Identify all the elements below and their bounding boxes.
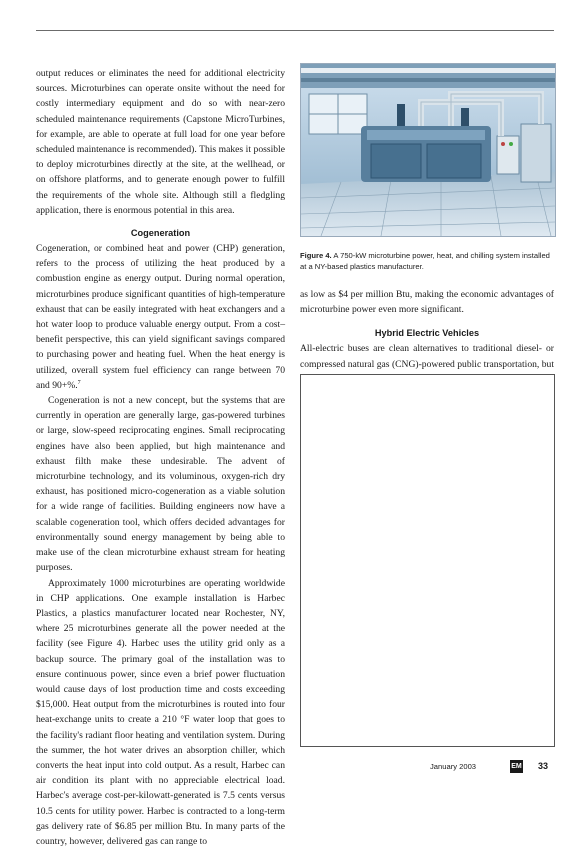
right-column — [300, 287, 554, 387]
paragraph-cogeneration-text: Cogeneration, or combined heat and power (CHP) generation, refers to the process of utilizing the heat produced by a combustion engine as energy output. During normal operation, microturbines produce significant quantities of high-temperature exhaust that can be easily integrated with heat exchangers and a hot water loop to produce valuable energy output. From a cost–benefit perspective, this can yield significant savings compared to purchasing power and heating fuel. When the heat energy is utilized, overall system fuel efficiency can range between 70 and 90+%. — [36, 243, 285, 391]
page-footer — [430, 760, 554, 774]
paragraph-hybrid-intro: All-electric buses are clean alternatives to traditional diesel- or compressed natural gas (CNG)-powered public transportation, but — [300, 341, 554, 387]
paragraph-intro: output reduces or eliminates the need for additional electricity sources. Microturbines can operate onsite without the need for costly intermediary equipment and do so with near-zero scheduled maintenance requirements (Capstone MicroTurbines, for example, are able to operate at full load for one year before scheduled maintenance is recommended). This makes it possible to deploy microturbines directly at the site, at the wellhead, or on offshore platforms, and to generate enough power to fulfill the requirements of the whole site. Although still a fledgling application, there is enormous potential in this area. — [36, 66, 285, 218]
paragraph-harbec-example: Approximately 1000 microturbines are operating worldwide in CHP applications. One example installation is Harbec Plastics, a plastics manufacturer located near Rochester, NY, where 25 microturbines generate all the power needed at the facility (see Figure 4). Harbec uses the utility grid only as a backup source. The primary goal of the installation was to ensure continuous power, since even a brief power fluctuation would cause days of lost production time and costs exceeding $15,000. Heat output from the microturbines is routed into four heat-exchange units to create a 210 °F water loop that goes to the facility's radiant floor heating and ventilation system. During the summer, the hot water drives an absorption chiller, which converts the heat input into cold output. As a result, Harbec can air condition its plant with no appreciable electrical load. Harbec's average cost-per-kilowatt-generated is 7.5 cents versus 10.5 cents for utility power. Harbec is contracted to a long-term gas delivery rate of $6.85 per million Btu. In many parts of the country, however, delivered gas can range to — [36, 576, 285, 849]
page-number: 33 — [538, 761, 548, 771]
reference-superscript: 7 — [78, 380, 81, 386]
heading-hybrid-electric-vehicles: Hybrid Electric Vehicles — [300, 327, 554, 340]
paragraph-cogeneration-definition — [36, 241, 285, 393]
figure-caption-text: A 750-kW microturbine power, heat, and chilling system installed at a NY-based plastics manufacturer. — [300, 251, 550, 271]
footer-date: January 2003 — [430, 762, 476, 771]
microturbine-room-image — [301, 64, 555, 236]
magazine-logo-icon: EM — [510, 760, 523, 773]
top-rule — [36, 30, 554, 31]
figure-caption — [300, 250, 554, 272]
figure-label: Figure 4. — [300, 251, 332, 260]
left-column — [36, 66, 285, 849]
figure-photo — [300, 63, 556, 237]
heading-cogeneration: Cogeneration — [36, 227, 285, 240]
empty-sidebar-box — [300, 374, 555, 747]
paragraph-cogeneration-concept: Cogeneration is not a new concept, but the systems that are currently in operation are generally large, gas-powered turbines or large, slow-speed reciprocating engines. Small reciprocating engines have also been applied, but high maintenance and exhaust filth make these undesirable. The advent of microturbine technology, and its voluminous, oxygen-rich dry exhaust, has positioned micro-cogeneration as a viable solution for a wide range of facilities. Building engineers now have a scalable cogeneration tool, which offers decided advantages for environmentally sound energy management by being able to make use of the clean microturbine exhaust stream for heating purposes. — [36, 393, 285, 575]
paragraph-continuation: as low as $4 per million Btu, making the economic advantages of microturbine power even more significant. — [300, 287, 554, 317]
